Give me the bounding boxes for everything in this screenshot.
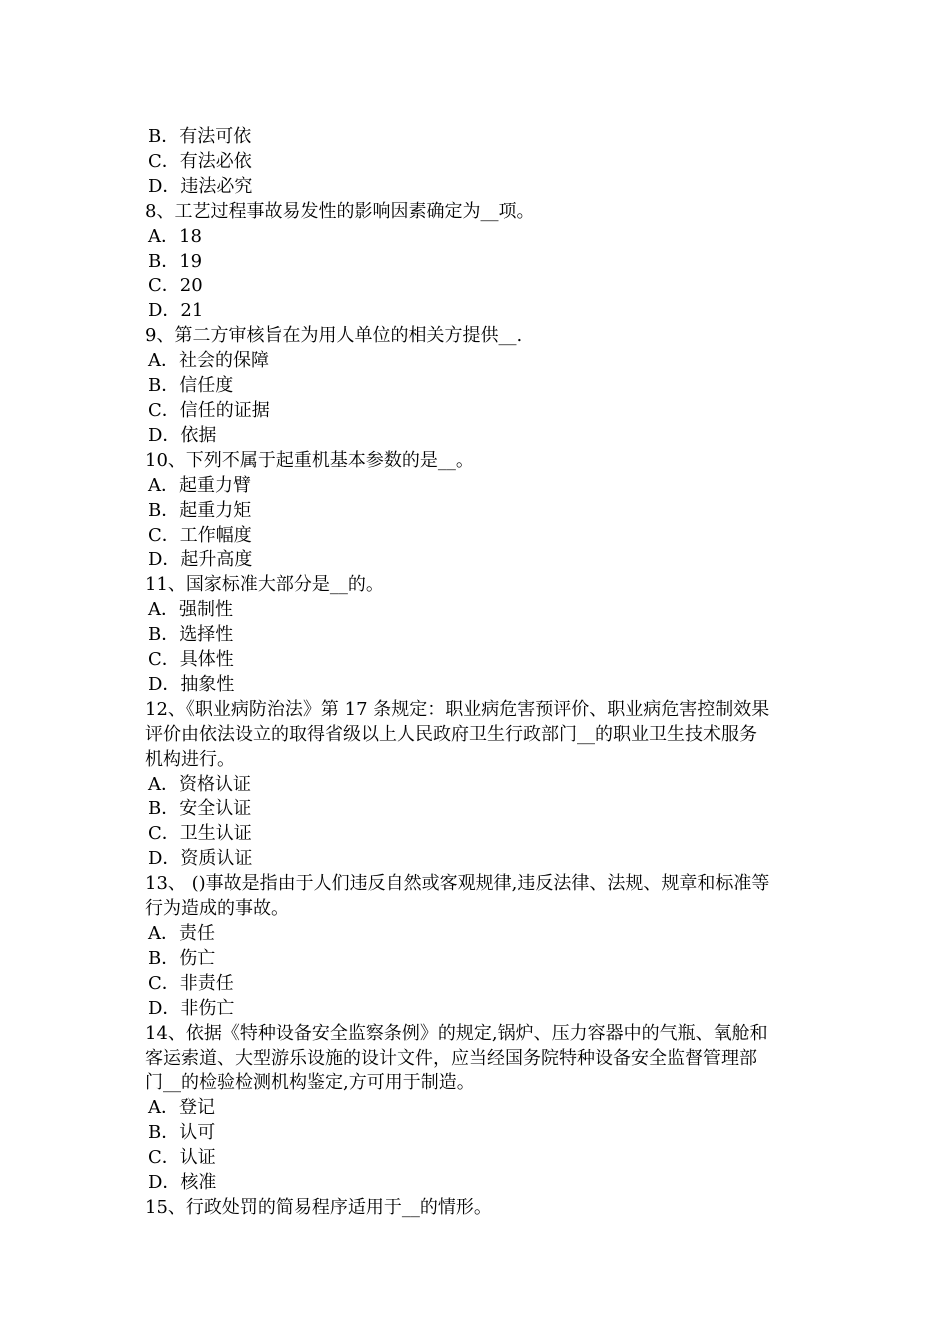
question-text: 评价由依法设立的取得省级以上人民政府卫生行政部门__的职业卫生技术服务: [145, 723, 757, 745]
answer-option: B．19: [148, 250, 203, 272]
answer-option: B．伤亡: [148, 947, 216, 969]
answer-option: A．资格认证: [148, 773, 251, 795]
answer-option: D．资质认证: [148, 848, 253, 870]
answer-option: C．认证: [148, 1147, 216, 1169]
answer-option: D．抽象性: [148, 673, 235, 695]
answer-option: C．卫生认证: [148, 823, 252, 845]
answer-option: A．责任: [148, 923, 215, 944]
question-text: 10、下列不属于起重机基本参数的是__。: [145, 449, 474, 471]
question-list: [145, 125, 810, 1221]
answer-option: A．起重力臂: [148, 474, 251, 496]
question-text: 行为造成的事故。: [145, 898, 289, 920]
answer-option: B．信任度: [148, 375, 234, 397]
answer-option: A．18: [148, 225, 202, 247]
question-text: 12、《职业病防治法》第 17 条规定：职业病危害预评价、职业病危害控制效果: [145, 698, 770, 720]
answer-option: B．选择性: [148, 624, 234, 646]
question-text: 13、 ()事故是指由于人们违反自然或客观规律,违反法律、法规、规章和标准等: [145, 873, 770, 895]
answer-option: B．有法可依: [148, 126, 252, 147]
answer-option: C．具体性: [148, 649, 234, 671]
answer-option: D．依据: [148, 424, 217, 446]
answer-option: C．工作幅度: [148, 524, 252, 546]
question-text: 9、第二方审核旨在为用人单位的相关方提供__.: [145, 325, 523, 347]
answer-option: B．起重力矩: [148, 499, 252, 521]
question-text: 机构进行。: [145, 748, 235, 770]
question-text: 客运索道、大型游乐设施的设计文件，应当经国务院特种设备安全监督管理部: [145, 1047, 757, 1069]
answer-option: D．起升高度: [148, 549, 253, 571]
question-text: 8、工艺过程事故易发性的影响因素确定为__项。: [145, 200, 535, 222]
answer-option: D．违法必究: [148, 175, 253, 197]
answer-option: C．信任的证据: [148, 399, 270, 421]
question-text: 15、行政处罚的简易程序适用于__的情形。: [145, 1196, 492, 1218]
answer-option: D．非伤亡: [148, 997, 235, 1019]
answer-option: A．强制性: [148, 599, 233, 621]
answer-option: A．登记: [148, 1097, 215, 1119]
question-text: 14、依据《特种设备安全监察条例》的规定,锅炉、压力容器中的气瓶、氧舱和: [145, 1022, 768, 1044]
answer-option: C．非责任: [148, 972, 234, 994]
answer-option: C．有法必依: [148, 150, 252, 172]
question-text: 11、国家标准大部分是__的。: [145, 574, 384, 596]
question-text: 门__的检验检测机构鉴定,方可用于制造。: [145, 1072, 475, 1094]
answer-option: C．20: [148, 275, 203, 297]
answer-option: B．安全认证: [148, 798, 252, 820]
answer-option: B．认可: [148, 1122, 216, 1144]
answer-option: A．社会的保障: [148, 350, 269, 372]
answer-option: D．21: [148, 300, 204, 322]
answer-option: D．核准: [148, 1172, 217, 1194]
